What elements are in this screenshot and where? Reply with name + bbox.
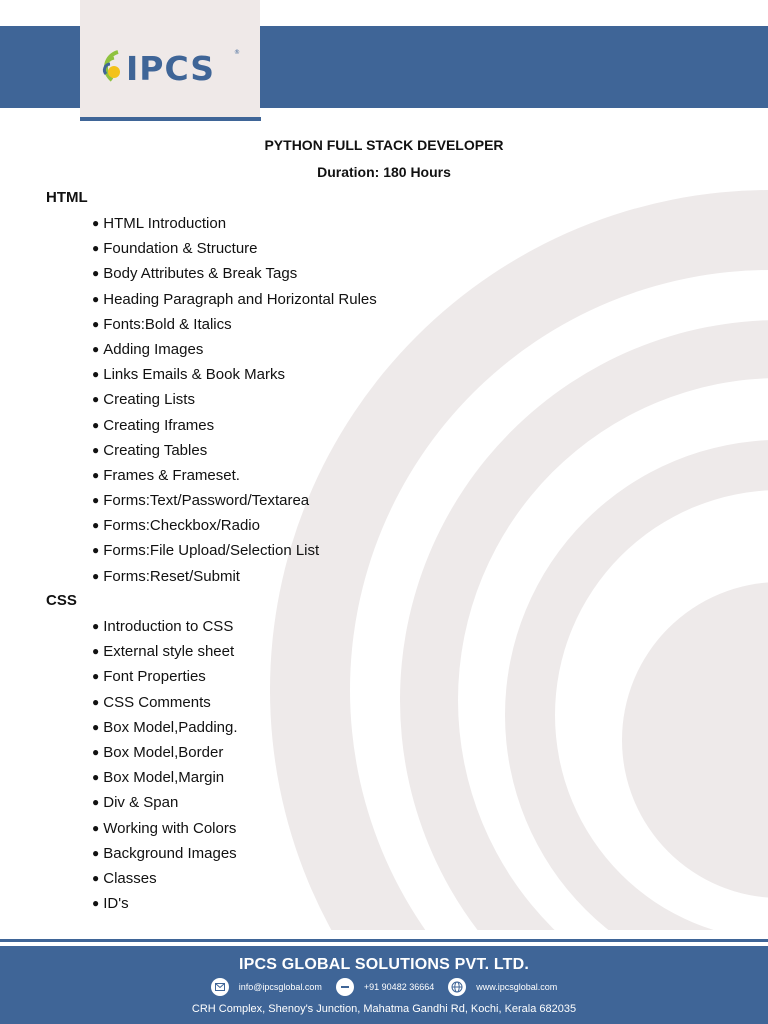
footer-divider xyxy=(0,939,768,942)
logo-swirl-icon xyxy=(104,52,120,80)
list-item xyxy=(92,463,377,488)
bullet-icon: ● xyxy=(92,316,100,331)
list-item xyxy=(92,488,377,513)
list-item-text: Working with Colors xyxy=(103,819,237,837)
course-duration: Duration: 180 Hours xyxy=(317,164,451,180)
section-heading-css: CSS xyxy=(46,592,77,609)
bullet-icon: ● xyxy=(92,770,100,785)
list-item xyxy=(92,513,377,538)
list-item xyxy=(92,891,238,916)
list-item xyxy=(92,564,377,589)
list-item xyxy=(92,740,238,765)
list-item-text: Forms:Checkbox/Radio xyxy=(103,517,260,535)
logo-text: IPCS xyxy=(126,49,216,88)
footer-address: CRH Complex, Shenoy's Junction, Mahatma Gandhi Rd, Kochi, Kerala 682035 xyxy=(191,1003,577,1015)
list-item-text: Box Model,Border xyxy=(103,743,224,761)
list-item-text: Box Model,Margin xyxy=(103,769,225,787)
section-heading-html: HTML xyxy=(46,189,88,206)
bullet-icon: ● xyxy=(92,820,100,835)
bullet-icon: ● xyxy=(92,543,100,558)
footer-website[interactable] xyxy=(448,978,557,996)
list-item-text: External style sheet xyxy=(103,643,235,661)
list-item xyxy=(92,236,377,261)
list-item-text: Foundation & Structure xyxy=(103,240,258,258)
bullet-icon: ● xyxy=(92,669,100,684)
phone-icon xyxy=(336,978,354,996)
list-item-text: Creating Lists xyxy=(103,391,195,409)
globe-icon xyxy=(448,978,466,996)
document-title: PYTHON FULL STACK DEVELOPER xyxy=(264,137,504,153)
footer-company-name: IPCS GLOBAL SOLUTIONS PVT. LTD. xyxy=(238,956,530,973)
bullet-icon: ● xyxy=(92,896,100,911)
list-item xyxy=(92,866,238,891)
footer-phone[interactable] xyxy=(336,978,434,996)
bullet-icon: ● xyxy=(92,266,100,281)
bullet-icon: ● xyxy=(92,216,100,230)
list-item xyxy=(92,765,238,790)
list-item xyxy=(92,287,377,312)
phone-text: +91 90482 36664 xyxy=(363,982,435,992)
list-item xyxy=(92,337,377,362)
list-item-text: Box Model,Padding. xyxy=(103,718,238,736)
list-item-text: Div & Span xyxy=(103,794,179,812)
list-item-text: Body Attributes & Break Tags xyxy=(103,265,298,283)
footer-contacts xyxy=(0,978,768,996)
list-item xyxy=(92,438,377,463)
list-item xyxy=(92,312,377,337)
bullet-icon: ● xyxy=(92,744,100,759)
html-topic-list xyxy=(92,211,377,589)
list-item-text: Font Properties xyxy=(103,668,206,686)
list-item-text: ID's xyxy=(103,895,129,913)
list-item xyxy=(92,387,377,412)
website-text: www.ipcsglobal.com xyxy=(476,982,558,992)
list-item xyxy=(92,538,377,563)
list-item xyxy=(92,261,377,286)
bullet-icon: ● xyxy=(92,694,100,709)
list-item-text: Forms:Reset/Submit xyxy=(103,567,240,585)
bullet-icon: ● xyxy=(92,795,100,810)
svg-text:®: ® xyxy=(234,49,240,56)
list-item xyxy=(92,413,377,438)
mail-icon xyxy=(211,978,229,996)
list-item-text: Heading Paragraph and Horizontal Rules xyxy=(103,290,377,308)
logo-underline xyxy=(80,117,261,121)
list-item xyxy=(92,639,238,664)
list-item xyxy=(92,816,238,841)
list-item xyxy=(92,841,238,866)
list-item xyxy=(92,362,377,387)
list-item-text: Creating Iframes xyxy=(103,416,215,434)
list-item-text: Adding Images xyxy=(103,340,204,358)
bullet-icon: ● xyxy=(92,467,100,482)
bullet-icon: ● xyxy=(92,568,100,583)
list-item xyxy=(92,690,238,715)
list-item-text: Links Emails & Book Marks xyxy=(103,366,285,384)
bullet-icon: ● xyxy=(92,241,100,256)
bullet-icon: ● xyxy=(92,341,100,356)
bullet-icon: ● xyxy=(92,392,100,407)
list-item-text: CSS Comments xyxy=(103,693,211,711)
bullet-icon: ● xyxy=(92,493,100,508)
list-item-text: Frames & Frameset. xyxy=(103,466,240,484)
bullet-icon: ● xyxy=(92,845,100,860)
bullet-icon: ● xyxy=(92,719,100,734)
list-item-text: Background Images xyxy=(103,844,237,862)
bullet-icon: ● xyxy=(92,417,100,432)
bullet-icon: ● xyxy=(92,367,100,382)
list-item-text: Forms:Text/Password/Textarea xyxy=(103,492,310,510)
ipcs-logo xyxy=(90,44,242,88)
list-item xyxy=(92,614,238,639)
bullet-icon: ● xyxy=(92,619,100,633)
footer-email[interactable] xyxy=(211,978,322,996)
list-item xyxy=(92,211,377,236)
bullet-icon: ● xyxy=(92,518,100,533)
list-item xyxy=(92,715,238,740)
list-item xyxy=(92,790,238,815)
list-item-text: Creating Tables xyxy=(103,441,208,459)
bullet-icon: ● xyxy=(92,644,100,659)
bullet-icon: ● xyxy=(92,291,100,306)
list-item-text: HTML Introduction xyxy=(103,215,227,232)
list-item-text: Classes xyxy=(103,869,157,887)
list-item-text: Introduction to CSS xyxy=(103,618,234,635)
list-item-text: Forms:File Upload/Selection List xyxy=(103,542,320,560)
bullet-icon: ● xyxy=(92,870,100,885)
bullet-icon: ● xyxy=(92,442,100,457)
email-text: info@ipcsglobal.com xyxy=(238,982,322,992)
css-topic-list xyxy=(92,614,238,916)
list-item xyxy=(92,664,238,689)
list-item-text: Fonts:Bold & Italics xyxy=(103,315,232,333)
